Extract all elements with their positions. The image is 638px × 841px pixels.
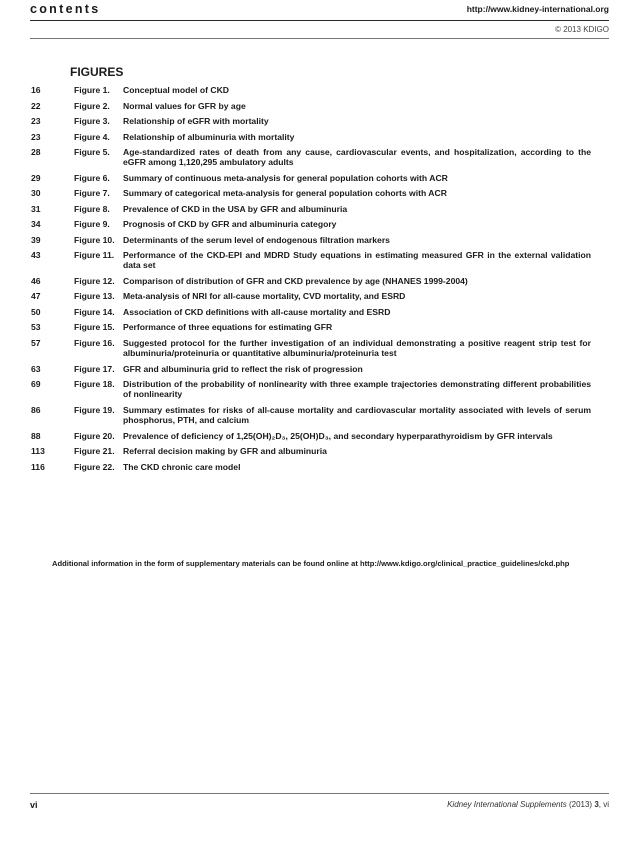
figure-label: Figure 14. — [74, 306, 115, 317]
figure-page-number: 63 — [31, 363, 41, 374]
figure-title: GFR and albuminuria grid to reflect the risk of progression — [123, 363, 363, 374]
figure-page-number: 23 — [31, 131, 41, 142]
figure-entry[interactable] — [31, 235, 591, 245]
figures-heading: FIGURES — [70, 65, 124, 79]
figure-label: Figure 5. — [74, 147, 110, 157]
figure-title: Relationship of albuminuria with mortality — [123, 131, 295, 142]
figure-entry[interactable] — [31, 405, 591, 425]
figure-title: Conceptual model of CKD — [123, 85, 229, 95]
figure-title: Performance of three equations for estimating GFR — [123, 322, 333, 333]
copyright-notice: © 2013 KDIGO — [555, 25, 609, 34]
figure-title: Summary of categorical meta-analysis for general population cohorts with ACR — [123, 188, 447, 199]
section-label: contents — [30, 2, 101, 16]
figure-label: Figure 7. — [74, 188, 110, 199]
figure-page-number: 47 — [31, 291, 41, 302]
figure-title: Summary of continuous meta-analysis for general population cohorts with ACR — [123, 172, 448, 183]
figure-page-number: 86 — [31, 404, 41, 415]
figure-entry[interactable] — [31, 188, 591, 198]
figure-entry[interactable] — [31, 250, 591, 270]
figure-title: Suggested protocol for the further investigation of an individual demonstrating a positive reagent strip test for albuminuria/proteinuria or quantitative albuminuria/proteinuria test — [123, 337, 591, 359]
figure-entry[interactable] — [31, 307, 591, 317]
journal-year: (2013) — [568, 800, 593, 809]
figure-label: Figure 11. — [74, 250, 115, 261]
figure-entry[interactable] — [31, 85, 591, 95]
figure-label: Figure 18. — [74, 379, 115, 390]
figure-page-number: 50 — [31, 306, 41, 317]
figure-title: Determinants of the serum level of endogenous filtration markers — [123, 234, 390, 245]
figure-label: Figure 3. — [74, 116, 110, 126]
figure-entry[interactable] — [31, 132, 591, 142]
figure-page-number: 116 — [31, 461, 45, 472]
figure-page-number: 53 — [31, 322, 41, 333]
figure-page-number: 69 — [31, 379, 41, 390]
figure-label: Figure 17. — [74, 363, 115, 374]
figure-entry[interactable] — [31, 204, 591, 214]
journal-name: Kidney International Supplements — [447, 800, 567, 809]
figure-page-number: 16 — [31, 85, 41, 95]
figure-title: Performance of the CKD-EPI and MDRD Study equations in estimating measured GFR in the external validation data set — [123, 250, 591, 271]
figure-title: The CKD chronic care model — [123, 461, 241, 472]
figure-entry[interactable] — [31, 322, 591, 332]
figure-entry[interactable] — [31, 446, 591, 456]
figure-page-number: 34 — [31, 219, 41, 230]
figure-label: Figure 15. — [74, 322, 115, 333]
header-subdivider — [30, 38, 609, 39]
figure-label: Figure 8. — [74, 203, 110, 214]
figure-entry[interactable] — [31, 338, 591, 358]
figure-title: Normal values for GFR by age — [123, 100, 246, 111]
figure-entry[interactable] — [31, 219, 591, 229]
figure-entry[interactable] — [31, 173, 591, 183]
figure-entry[interactable] — [31, 364, 591, 374]
footer-divider — [30, 793, 609, 794]
figure-page-number: 29 — [31, 172, 41, 183]
figure-label: Figure 16. — [74, 337, 115, 348]
journal-page-ref: , vi — [598, 800, 609, 809]
figure-page-number: 43 — [31, 250, 41, 261]
figure-entry[interactable] — [31, 379, 591, 399]
figure-entry[interactable] — [31, 291, 591, 301]
figure-entry[interactable] — [31, 116, 591, 126]
journal-citation — [447, 800, 609, 809]
page-number: vi — [30, 800, 38, 810]
figure-label: Figure 21. — [74, 446, 115, 457]
figure-title: Prevalence of CKD in the USA by GFR and albuminuria — [123, 203, 348, 214]
figure-title: Comparison of distribution of GFR and CKD prevalence by age (NHANES 1999-2004) — [123, 275, 468, 286]
figure-title: Summary estimates for risks of all-cause mortality and cardiovascular mortality associated with levels of serum phosphorus, PTH, and calcium — [123, 404, 591, 426]
figure-label: Figure 6. — [74, 172, 110, 183]
figure-page-number: 23 — [31, 116, 41, 126]
figure-label: Figure 20. — [74, 430, 115, 441]
figure-page-number: 88 — [31, 430, 41, 441]
figure-page-number: 22 — [31, 100, 41, 111]
figure-title: Prevalence of deficiency of 1,25(OH)₂D₃, 25(OH)D₃, and secondary hyperparathyroidism by GFR intervals — [123, 430, 553, 441]
journal-volume: 3 — [594, 800, 599, 809]
figure-title: Prognosis of CKD by GFR and albuminuria category — [123, 219, 337, 230]
figure-page-number: 30 — [31, 188, 41, 199]
figure-label: Figure 12. — [74, 275, 115, 286]
figure-label: Figure 2. — [74, 100, 110, 111]
figure-label: Figure 1. — [74, 85, 110, 95]
figure-label: Figure 22. — [74, 461, 115, 472]
figure-entry[interactable] — [31, 276, 591, 286]
figure-page-number: 28 — [31, 147, 41, 157]
figure-page-number: 113 — [31, 446, 45, 457]
figure-entry[interactable] — [31, 101, 591, 111]
figure-label: Figure 4. — [74, 131, 110, 142]
figure-page-number: 31 — [31, 203, 41, 214]
figure-title: Distribution of the probability of nonlinearity with three example trajectories demonstrating different probabilities of nonlinearity — [123, 379, 591, 400]
journal-url-link[interactable]: http://www.kidney-international.org — [466, 4, 609, 14]
figure-entry[interactable] — [31, 462, 591, 472]
figure-title: Meta-analysis of NRI for all-cause mortality, CVD mortality, and ESRD — [123, 291, 406, 302]
figure-entry[interactable] — [31, 431, 591, 441]
figure-title: Referral decision making by GFR and albuminuria — [123, 446, 327, 457]
figure-page-number: 46 — [31, 275, 41, 286]
figure-title: Age-standardized rates of death from any cause, cardiovascular events, and hospitalization, according to the eGFR among 1,120,295 ambulatory adults — [123, 147, 591, 168]
figure-label: Figure 13. — [74, 291, 115, 302]
figure-entry[interactable] — [31, 147, 591, 167]
figure-page-number: 57 — [31, 337, 41, 348]
figure-label: Figure 19. — [74, 404, 115, 415]
figure-list — [31, 85, 591, 477]
supplementary-note: Additional information in the form of supplementary materials can be found online at http://www.kdigo.org/clinical_practice_guidelines/ckd.php — [52, 559, 570, 568]
figure-label: Figure 10. — [74, 234, 115, 245]
figure-title: Association of CKD definitions with all-cause mortality and ESRD — [123, 306, 391, 317]
figure-label: Figure 9. — [74, 219, 110, 230]
header-divider — [30, 20, 609, 21]
figure-page-number: 39 — [31, 234, 41, 245]
figure-title: Relationship of eGFR with mortality — [123, 116, 269, 126]
